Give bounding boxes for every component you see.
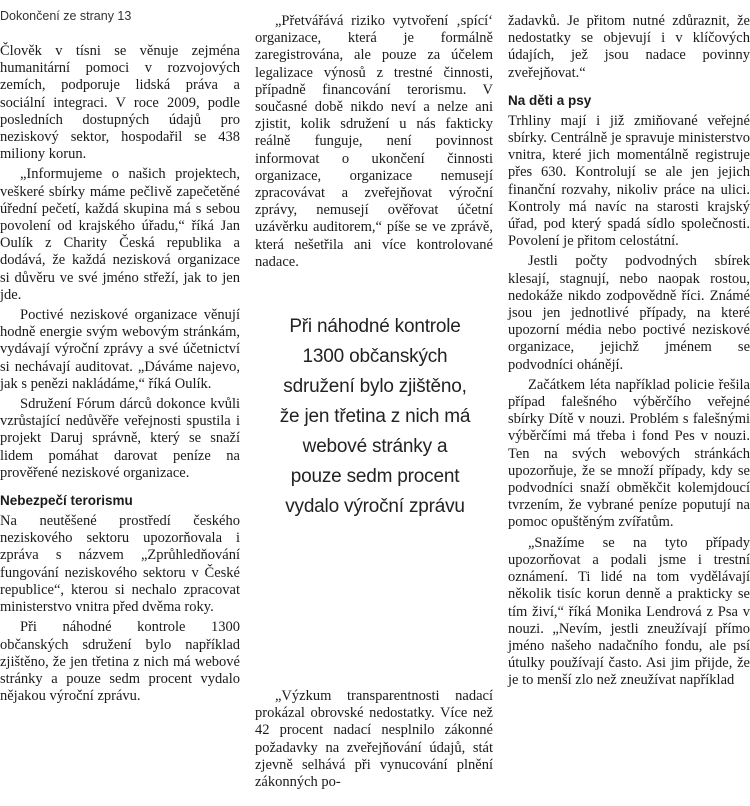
article-paragraph: Sdružení Fórum dárců dokonce kvůli vzrůstající nedůvěře veřejnosti spustila i projekt Daruj správně, který se snaží lidem pomáhat darovat peníze na prověřené neziskové organizace. <box>0 396 240 481</box>
article-paragraph: Začátkem léta například policie řešila případ falešného výběrčího veřejné sbírky Dítě v nouzi. Problém s falešnými výběrčími má třeba i fond Pes v nouzi. Ten na svých webových stránkách upozorňuje, že se množí případy, kdy se podvodníci snaží obměkčit kolemjdoucí tvrzením, že vybrané peníze poputují na pomoc opuštěným zvířatům. <box>508 376 750 531</box>
subheading-children-dogs: Na děti a psy <box>508 92 592 108</box>
article-paragraph: „Výzkum transparentnosti nadací prokázal obrovské nedostatky. Více než 42 procent nadací nesplnilo zákonné požadavky na zveřejňování údajů, stát zjevně selhává při vynucování plnění zákonných po- <box>255 688 493 791</box>
article-paragraph: Při náhodné kontrole 1300 občanských sdružení bylo například zjištěno, že jen třetina z nich má webové stránky a pouze sedm procent vydalo nějakou výroční zprávu. <box>0 619 240 705</box>
article-paragraph: „Snažíme se na tyto případy upozorňovat a podali jsme i trestní oznámení. Ti lidé na tom vydělávají několik tisíc korun denně a prakticky se tím živí,“ říká Monika Lendrová z Psa v nouzi. „Nevím, jestli zneužívají přímo jméno našeho nadačního fondu, ale psí útulky používají často. Asi jim přijde, že je to menší zlo než zneužívat například <box>508 534 750 689</box>
pull-quote: Při náhodné kontrole 1300 občanských sdružení bylo zjištěno, že jen třetina z nich má webové stránky a pouze sedm procent vydalo výroční zprávu <box>279 316 471 517</box>
column-1 <box>0 0 240 806</box>
article-paragraph: Člověk v tísni se věnuje zejména humanitární pomoci v rozvojových zemích, podporuje lidská práva a sociální integraci. V roce 2009, podle posledních dostupných údajů pro neziskový sektor, hospodařil se 438 miliony korun. <box>0 43 240 163</box>
continuation-note: Dokončení ze strany 13 <box>0 9 132 23</box>
article-paragraph: Trhliny mají i již zmiňované veřejné sbírky. Centrálně je spravuje ministerstvo vnitra, které jich momentálně registruje přes 630. Kontrolují se ale jen jejich finanční rozvahy, nikoliv práce na ulici. Kontroly má navíc na starosti krajský úřad, pod který spadá sídlo společnosti. Povolení je přitom celostátní. <box>508 112 750 250</box>
column-2-bottom <box>255 688 493 791</box>
article-paragraph: Jestli počty podvodných sbírek klesají, stagnují, nebo naopak rostou, nedokáže nikdo zodpovědně říci. Známé jsou jen jednotlivé případy, na které upozorní média nebo poctivé neziskové organizace, jejichž jménem se podvodníci ohánějí. <box>508 253 750 373</box>
column-3 <box>508 0 750 806</box>
article-paragraph: „Informujeme o našich projektech, veškeré sbírky máme pečlivě zapečetěné úřední pečetí, každá skupina má s sebou povolení od krajského úřadu,“ říká Jan Oulík z Charity Česká republika a dodává, že každá nezisková organizace si důvěru ve své jméno střeží, jak to jen jde. <box>0 166 240 303</box>
article-paragraph: žadavků. Je přitom nutné zdůraznit, že nedostatky se objevují i v klíčových údajích, jež jsou nadace povinny zveřejňovat.“ <box>508 13 750 81</box>
article-paragraph: Poctivé neziskové organizace věnují hodně energie svým webovým stránkám, vydávají výroční zprávy a své účetnictví si nechávají auditovat. „Dáváme najevo, jak s penězi nakládáme,“ říká Oulík. <box>0 307 240 392</box>
article-paragraph: Na neutěšené prostředí českého neziskového sektoru upozorňovala i zpráva s názvem „Zprůhledňování fungování neziskového sektoru v České republice“, kterou si nechalo zpracovat ministerstvo vnitra před dvěma roky. <box>0 513 240 616</box>
article-paragraph: „Přetvářává riziko vytvoření ‚spící‘ organizace, která je formálně zaregistrována, ale pouze za účelem legalizace výnosů z trestné činnosti, případně financování terorismu. V současné době nikdo neví a nelze ani zjistit, kolik sdružení u nás fakticky reálně funguje, není povinnost informovat o ukončení činnosti organizace, organizace nemusejí zpracovávat a zveřejňovat výroční zprávy, nemusejí ověřovat účetní uzávěrku auditorem,“ píše se ve zprávě, která nešetřila ani více kontrolované nadace. <box>255 13 493 270</box>
subheading-terrorism: Nebezpečí terorismu <box>0 493 133 509</box>
